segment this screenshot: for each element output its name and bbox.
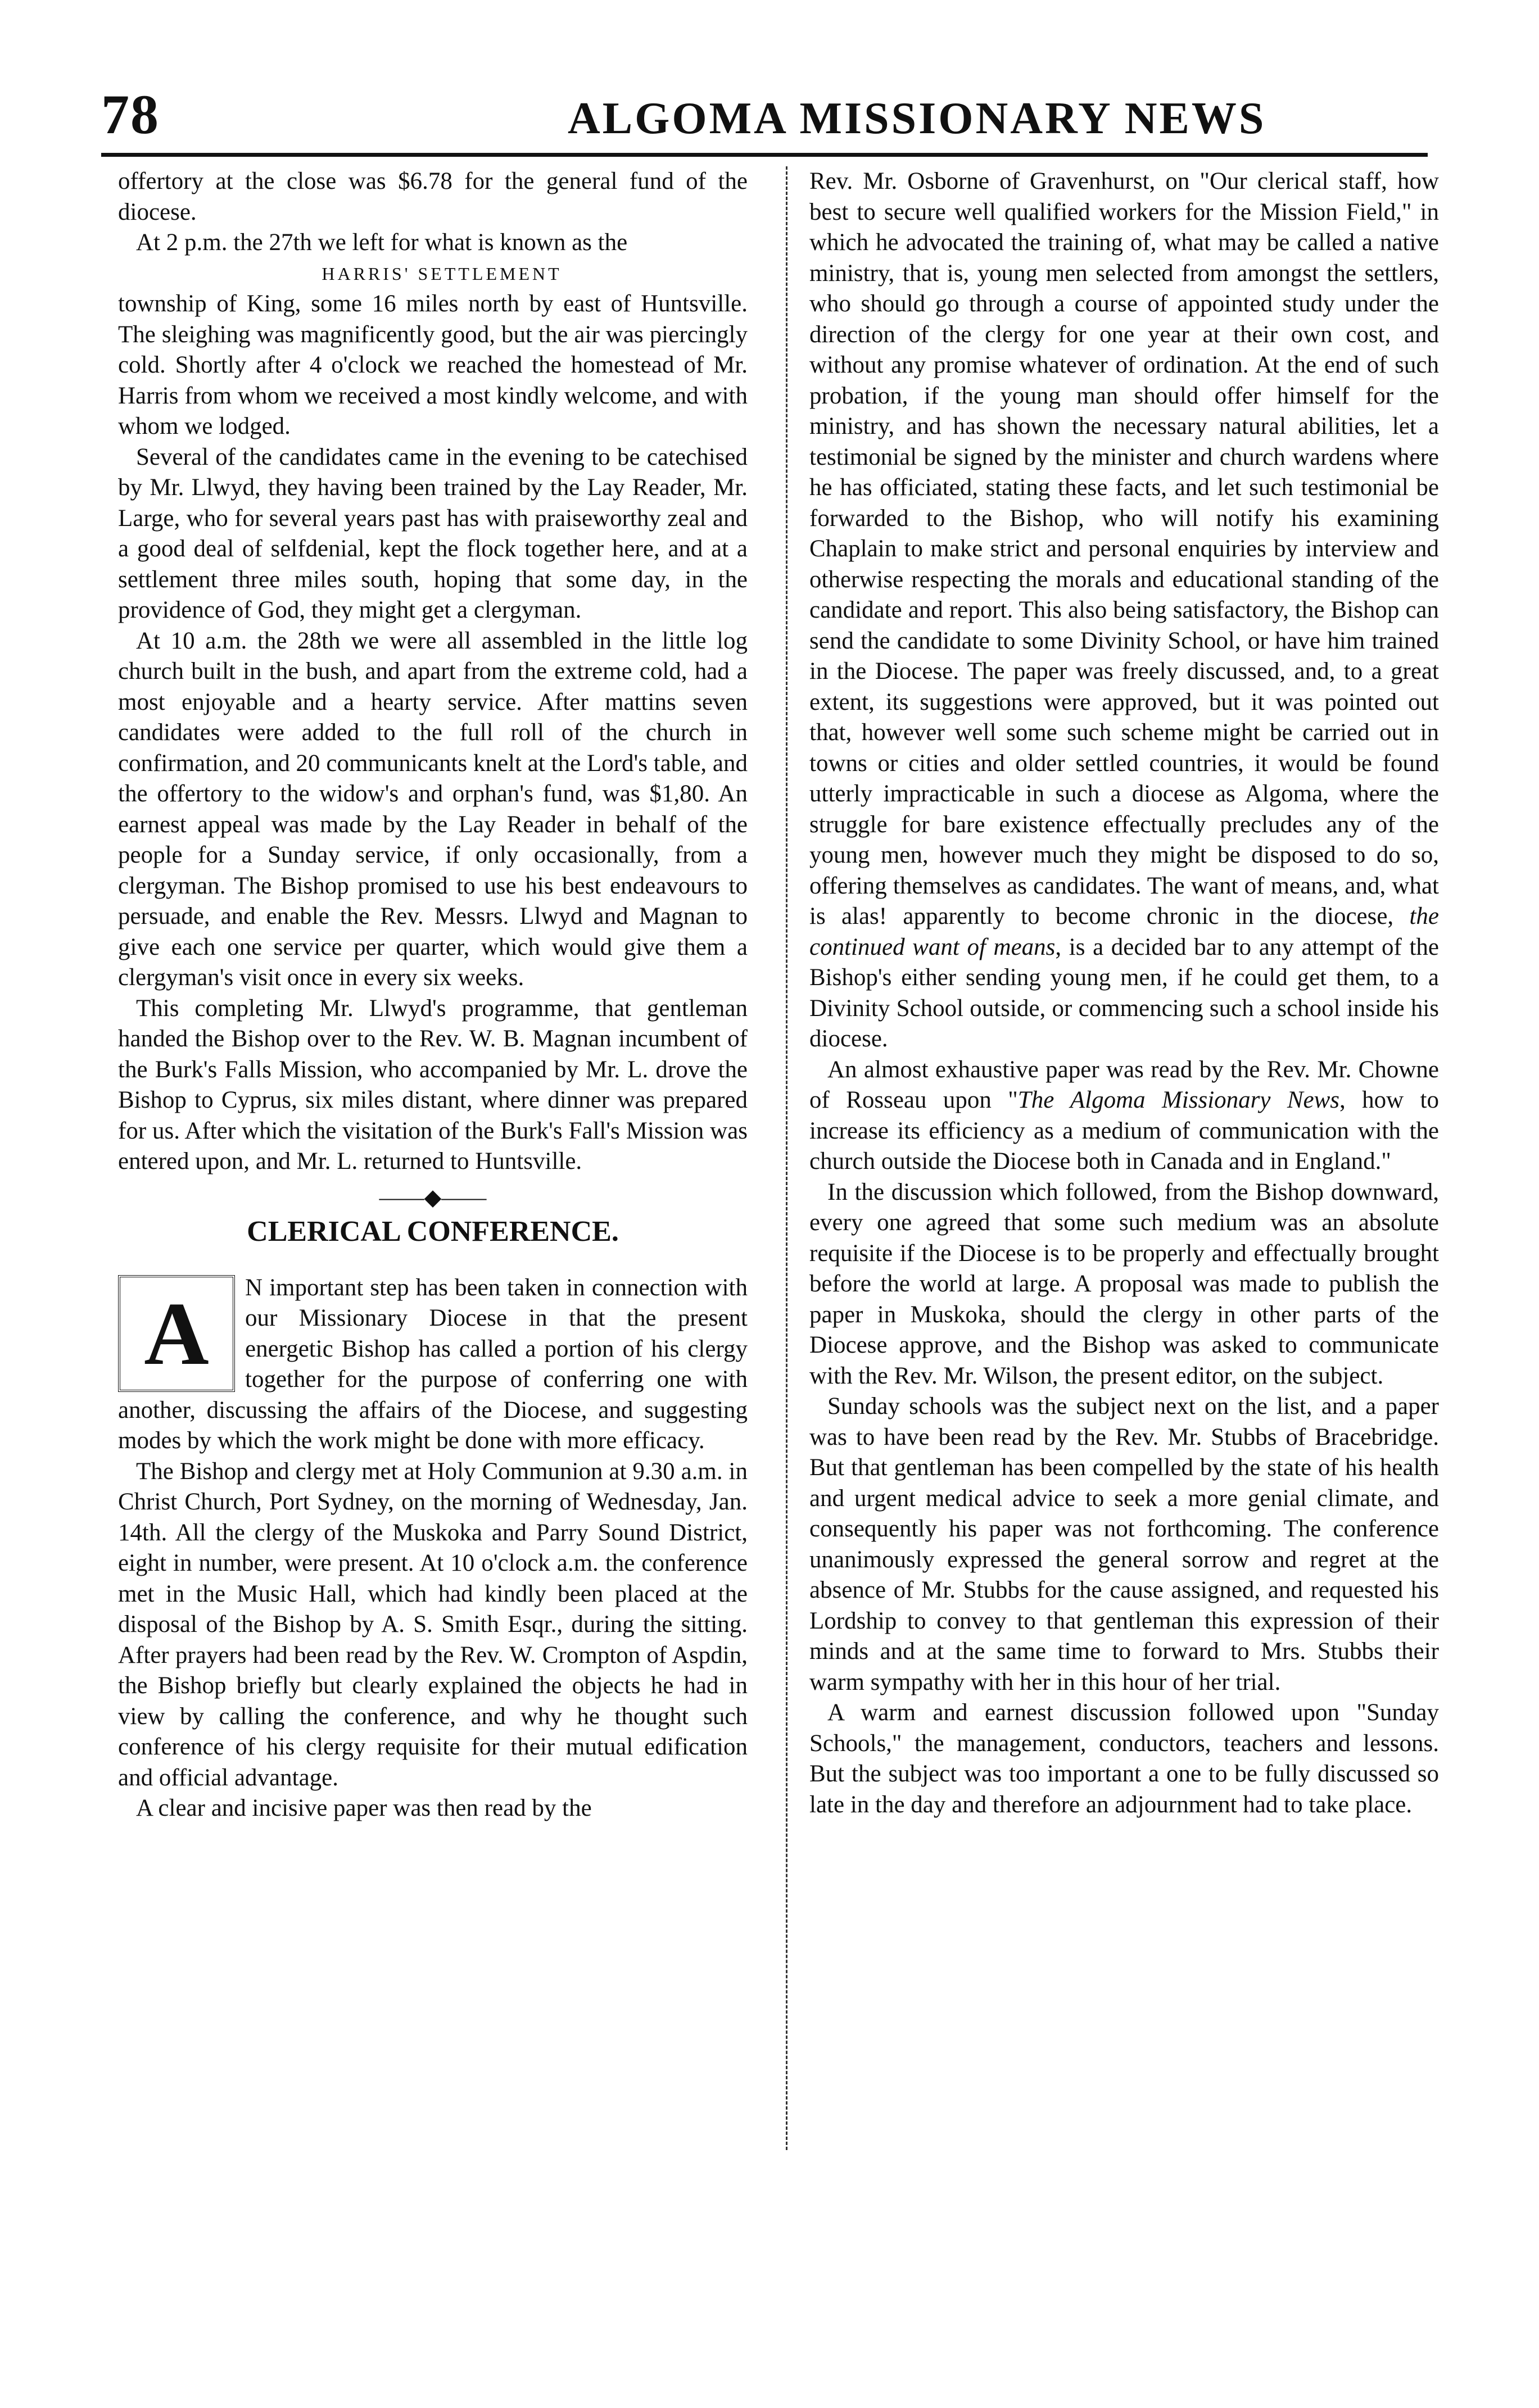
text-run: , is a decided bar to any attempt of the Bishop's either sending young men, if he could get them, to a Divinity School outside, or commencing such a school inside his diocese.: [809, 933, 1439, 1052]
page-number: 78: [101, 83, 160, 146]
drop-cap: [118, 1275, 235, 1392]
subheading-harris-settlement: HARRIS' SETTLEMENT: [322, 263, 562, 284]
paragraph: In the discussion which followed, from the Bishop downward, every one agreed that some such medium was an absolute requisite if the Diocese is to be properly and effectually brought before the world at large. A proposal was made to publish the paper in Muskoka, should the clergy in other parts of the Diocese approve, and the Bishop was asked to communicate with the Rev. Mr. Wilson, the present editor, on the subject.: [809, 1178, 1439, 1389]
paragraph: The Bishop and clergy met at Holy Communion at 9.30 a.m. in Christ Church, Port Sydney, on the morning of Wednesday, Jan. 14th. All the clergy of the Muskoka and Parry Sound District, eight in number, were present. At 10 o'clock a.m. the conference met in the Music Hall, which had kindly been placed at the disposal of the Bishop by A. S. Smith Esqr., during the sitting. After prayers had been read by the Rev. W. Crompton of Aspdin, the Bishop briefly but clearly explained the objects he had in view by calling the conference, and why he thought such conference of his clergy requisite for their mutual edification and official advantage.: [118, 1458, 748, 1791]
paragraph: township of King, some 16 miles north by east of Huntsville. The sleighing was magnificently good, but the air was piercingly cold. Shortly after 4 o'clock we reached the homestead of Mr. Harris from whom we received a most kindly welcome, and with whom we lodged.: [118, 291, 748, 439]
right-column: [809, 166, 1439, 1820]
paragraph: Sunday schools was the subject next on the list, and a paper was to have been read by the Rev. Mr. Stubbs of Bracebridge. But that gentleman has been compelled by the state of his health and urgent medical advice to seek a more genial climate, and consequently his paper was not forthcoming. The conference unanimously expressed the general sorrow and regret at the absence of Mr. Stubbs for the cause assigned, and requested his Lordship to convey to that gentleman this expression of their minds and at the same time to forward to Mrs. Stubbs their warm sympathy with her in this hour of her trial.: [809, 1393, 1439, 1695]
article-opening: [118, 1273, 748, 1457]
header-rule: [101, 153, 1428, 157]
paragraph: N important step has been taken in connection with our Missionary Diocese in that the present energetic Bishop has called a portion of his clergy together for the purpose of conferring one with another, discussing the affairs of the Diocese, and suggesting modes by which the work might be done with more efficacy.: [118, 1274, 748, 1454]
left-column: [118, 166, 748, 1824]
drop-cap-letter: A: [144, 1283, 209, 1384]
text-run: , how to increase its efficiency as a medium of communication with the church outside the Diocese both in Canada and in England.": [809, 1087, 1439, 1174]
paragraph: This completing Mr. Llwyd's programme, that gentleman handed the Bishop over to the Rev. W. B. Magnan incumbent of the Burk's Falls Mission, who accompanied by Mr. L. drove the Bishop to Cyprus, six miles distant, where dinner was prepared for us. After which the visitation of the Burk's Fall's Mission was entered upon, and Mr. L. returned to Huntsville.: [118, 995, 748, 1174]
paragraph: offertory at the close was $6.78 for the general fund of the diocese.: [118, 168, 748, 225]
paragraph: [809, 1055, 1439, 1177]
section-title: CLERICAL CONFERENCE.: [247, 1215, 619, 1248]
paragraph: Several of the candidates came in the evening to be catechised by Mr. Llwyd, they having been trained by the Lay Reader, Mr. Large, who for several years past has with praiseworthy zeal and a good deal of selfdenial, kept the flock together here, and at a settlement three miles south, hoping that some day, in the providence of God, they might get a clergyman.: [118, 443, 748, 623]
text-run: Rev. Mr. Osborne of Gravenhurst, on "Our clerical staff, how best to secure well qualified workers for the Mission Field," in which he advocated the training of, what may be called a native ministry, that is, young men selected from amongst the settlers, who should go through a course of appointed study under the direction of the clergy for one year at their own cost, and without any promise whatever of ordination. At the end of such probation, if the young man should offer himself for the ministry, and has shown the necessary natural abilities, let a testimonial be signed by the minister and church wardens where he has officiated, stating these facts, and let such testimonial be forwarded to the Bishop, who will notify his examining Chaplain to make strict and personal enquiries by interview and otherwise respecting the morals and educational standing of the candidate and report. This also being satisfactory, the Bishop can send the candidate to some Divinity School, or have him trained in the Diocese. The paper was freely discussed, and, to a great extent, its suggestions were approved, but it was pointed out that, however well some such scheme might be carried out in towns or cities and older settled countries, it would be found utterly impracticable in such a diocese as Algoma, where the struggle for bare existence effectually precludes any of the young men, however much they might be disposed to do so, offering themselves as candidates. The want of means, and, what is alas! apparently to become chronic in the diocese,: [809, 168, 1439, 929]
page-header: [84, 62, 1433, 157]
column-divider: [786, 166, 787, 2150]
italic-phrase: the continued want of means: [809, 903, 1439, 960]
section-separator: ——◆——: [379, 1184, 487, 1210]
paragraph: A warm and earnest discussion followed upon "Sunday Schools," the management, conductors, teachers and lessons. But the subject was too important a one to be fully discussed so late in the day and therefore an adjournment had to take place.: [809, 1699, 1439, 1818]
paragraph: At 10 a.m. the 28th we were all assembled in the little log church built in the bush, and apart from the extreme cold, had a most enjoyable and a hearty service. After mattins seven candidates were added to the full roll of the church in confirmation, and 20 communicants knelt at the Lord's table, and the offertory to the widow's and orphan's fund, was $1,80. An earnest appeal was made by the Lay Reader in behalf of the people for a Sunday service, if only occasionally, from a clergyman. The Bishop promised to use his best endeavours to persuade, and enable the Rev. Messrs. Llwyd and Magnan to give each one service per quarter, which would give them a clergyman's visit once in every six weeks.: [118, 627, 748, 991]
italic-title: The Algoma Missionary News: [1017, 1087, 1340, 1113]
running-title: ALGOMA MISSIONARY NEWS: [568, 94, 1266, 143]
text-run: An almost exhaustive paper was read by the Rev. Mr. Chowne of Rosseau upon ": [809, 1056, 1439, 1113]
paragraph: [809, 166, 1439, 1055]
paragraph: A clear and incisive paper was then read by the: [136, 1795, 592, 1821]
paragraph: At 2 p.m. the 27th we left for what is known as the: [136, 229, 628, 256]
